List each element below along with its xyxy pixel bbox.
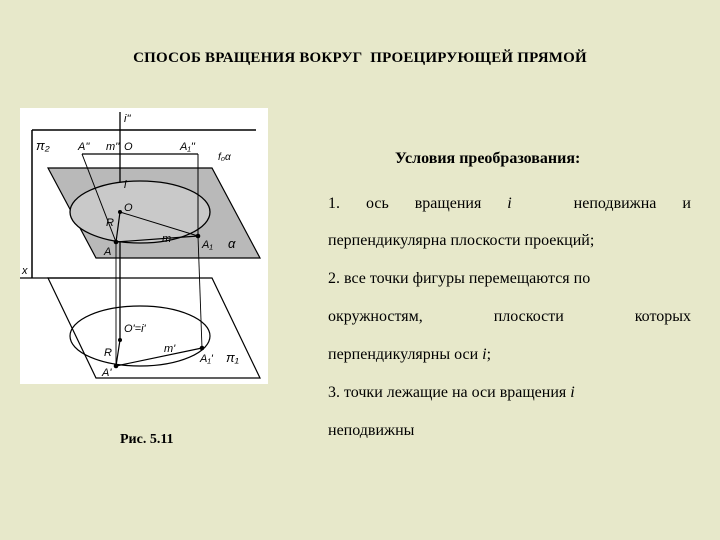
item1-word2: вращения — [414, 195, 482, 212]
item3-var-i: i — [570, 384, 575, 401]
point-A — [114, 240, 119, 245]
label-m: m — [162, 233, 172, 245]
point-A1-low — [200, 346, 205, 351]
label-x: x — [22, 265, 28, 277]
item2-line1: 2. все точки фигуры перемещаются по — [328, 270, 591, 287]
figure-caption: Рис. 5.11 — [120, 432, 174, 447]
item2-word3: которых — [634, 308, 691, 325]
radius-R-low — [116, 340, 120, 366]
label-pi1: π₁ — [226, 350, 239, 365]
slide-title: СПОСОБ ВРАЩЕНИЯ ВОКРУГ ПРОЕЦИРУЮЩЕЙ ПРЯМОЙ — [133, 50, 587, 66]
item3-line1-text: 3. точки лежащие на оси вращения — [328, 384, 571, 401]
label-alpha: α — [228, 236, 236, 251]
label-O-top: O — [124, 141, 133, 153]
item3-line2: неподвижны — [328, 422, 415, 439]
rotation-diagram-svg — [20, 108, 268, 384]
conditions-heading: Условия преобразования: — [395, 150, 581, 167]
item2-word1: окружностям, — [328, 308, 423, 325]
item1-line2: перпендикулярна плоскости проекций; — [328, 232, 595, 249]
label-A-low: A' — [102, 367, 112, 379]
item1-word4: и — [682, 195, 691, 212]
figure-rotation-diagram — [20, 108, 268, 384]
label-R-low: R — [104, 347, 112, 359]
label-m-low: m' — [164, 343, 176, 355]
item1-var-i: i — [507, 195, 512, 212]
label-i-prime: i'' — [124, 113, 131, 125]
label-m-top: m'' — [106, 141, 120, 153]
point-A-low — [114, 364, 119, 369]
label-A-top: A'' — [78, 141, 90, 153]
label-f0a: f₀α — [218, 152, 231, 163]
item1-num: 1. — [328, 195, 340, 212]
point-O-low — [118, 338, 122, 342]
item2-word2: плоскости — [493, 308, 564, 325]
label-O: O — [124, 202, 133, 214]
item1-word3: неподвижна — [573, 195, 657, 212]
label-A1: A₁ — [202, 239, 213, 251]
item2-line3-end: ; — [486, 346, 492, 363]
item2-var-i: i — [482, 346, 487, 363]
label-A1-low: A₁' — [200, 353, 213, 365]
item3-line1 — [328, 384, 575, 402]
item1-word1: ось — [365, 195, 389, 212]
label-pi2: π₂ — [36, 138, 50, 153]
rotation-circle-pi1 — [70, 306, 210, 366]
point-O — [118, 210, 122, 214]
label-i: i — [124, 179, 127, 191]
point-A1 — [196, 234, 201, 239]
item2-line2 — [328, 308, 691, 326]
label-O-i: O'=i' — [124, 323, 146, 335]
label-A: A — [104, 246, 112, 258]
item2-line3-text: перпендикулярны оси — [328, 346, 483, 363]
label-A1-top: A₁'' — [180, 141, 196, 153]
label-R: R — [106, 217, 114, 229]
item2-line3 — [328, 346, 491, 364]
item1-line1 — [328, 195, 691, 213]
